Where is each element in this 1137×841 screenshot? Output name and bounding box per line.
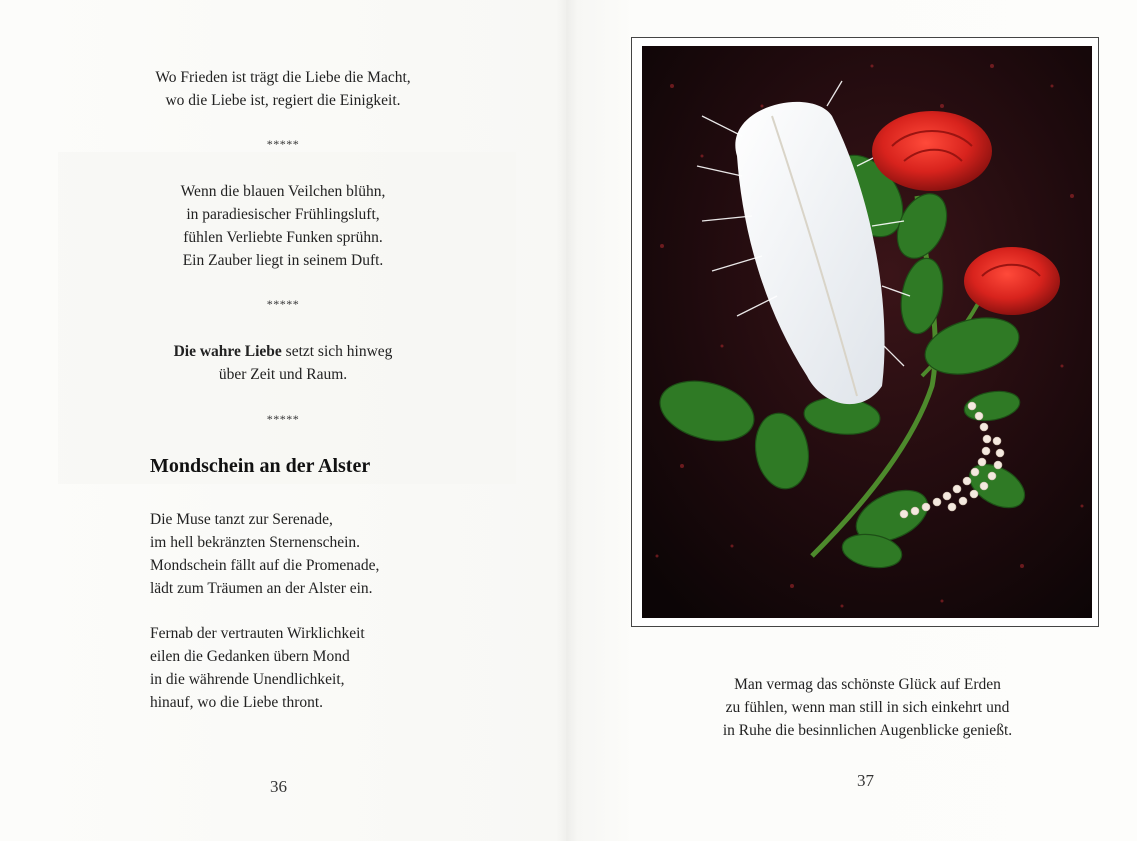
poem-title: Mondschein an der Alster bbox=[150, 455, 371, 477]
rose-top bbox=[872, 111, 992, 191]
verse-3: Die wahre Liebe setzt sich hinweg über Zeit und Raum. bbox=[173, 343, 393, 383]
separator-3: ***** bbox=[266, 412, 300, 426]
left-page bbox=[0, 0, 566, 841]
rose-bottom bbox=[964, 247, 1060, 315]
photo-caption: Man vermag das schönste Glück auf Erden zu fühlen, wenn man still in sich einkehrt und in Ruhe die besinnlichen Augenblicke genießt. bbox=[722, 676, 1013, 739]
verse-3-bold: Die wahre Liebe bbox=[173, 343, 282, 360]
photo-frame bbox=[631, 37, 1099, 627]
verse-3-rest: setzt sich hinweg bbox=[281, 343, 393, 360]
separator-1: ***** bbox=[266, 137, 300, 151]
rose-feather-photo bbox=[642, 46, 1092, 618]
page-number-left: 36 bbox=[270, 777, 287, 796]
separator-2: ***** bbox=[266, 297, 300, 311]
verse-1: Wo Frieden ist trägt die Liebe die Macht, wo die Liebe ist, regiert die Einigkeit. bbox=[155, 69, 411, 109]
stanza-1: Die Muse tanzt zur Serenade, im hell bekränzten Sternenschein. Mondschein fällt auf die Promenade, lädt zum Träumen an der Alster ein. bbox=[150, 511, 380, 597]
book-gutter bbox=[556, 0, 578, 841]
verse-2: Wenn die blauen Veilchen blühn, in paradiesischer Frühlingsluft, fühlen Verliebte Funken sprühn. Ein Zauber liegt in seinem Duft. bbox=[180, 183, 386, 269]
stanza-2: Fernab der vertrauten Wirklichkeit eilen die Gedanken übern Mond in die währende Unendlichkeit, hinauf, wo die Liebe thront. bbox=[150, 625, 365, 711]
page-number-right: 37 bbox=[857, 771, 874, 790]
